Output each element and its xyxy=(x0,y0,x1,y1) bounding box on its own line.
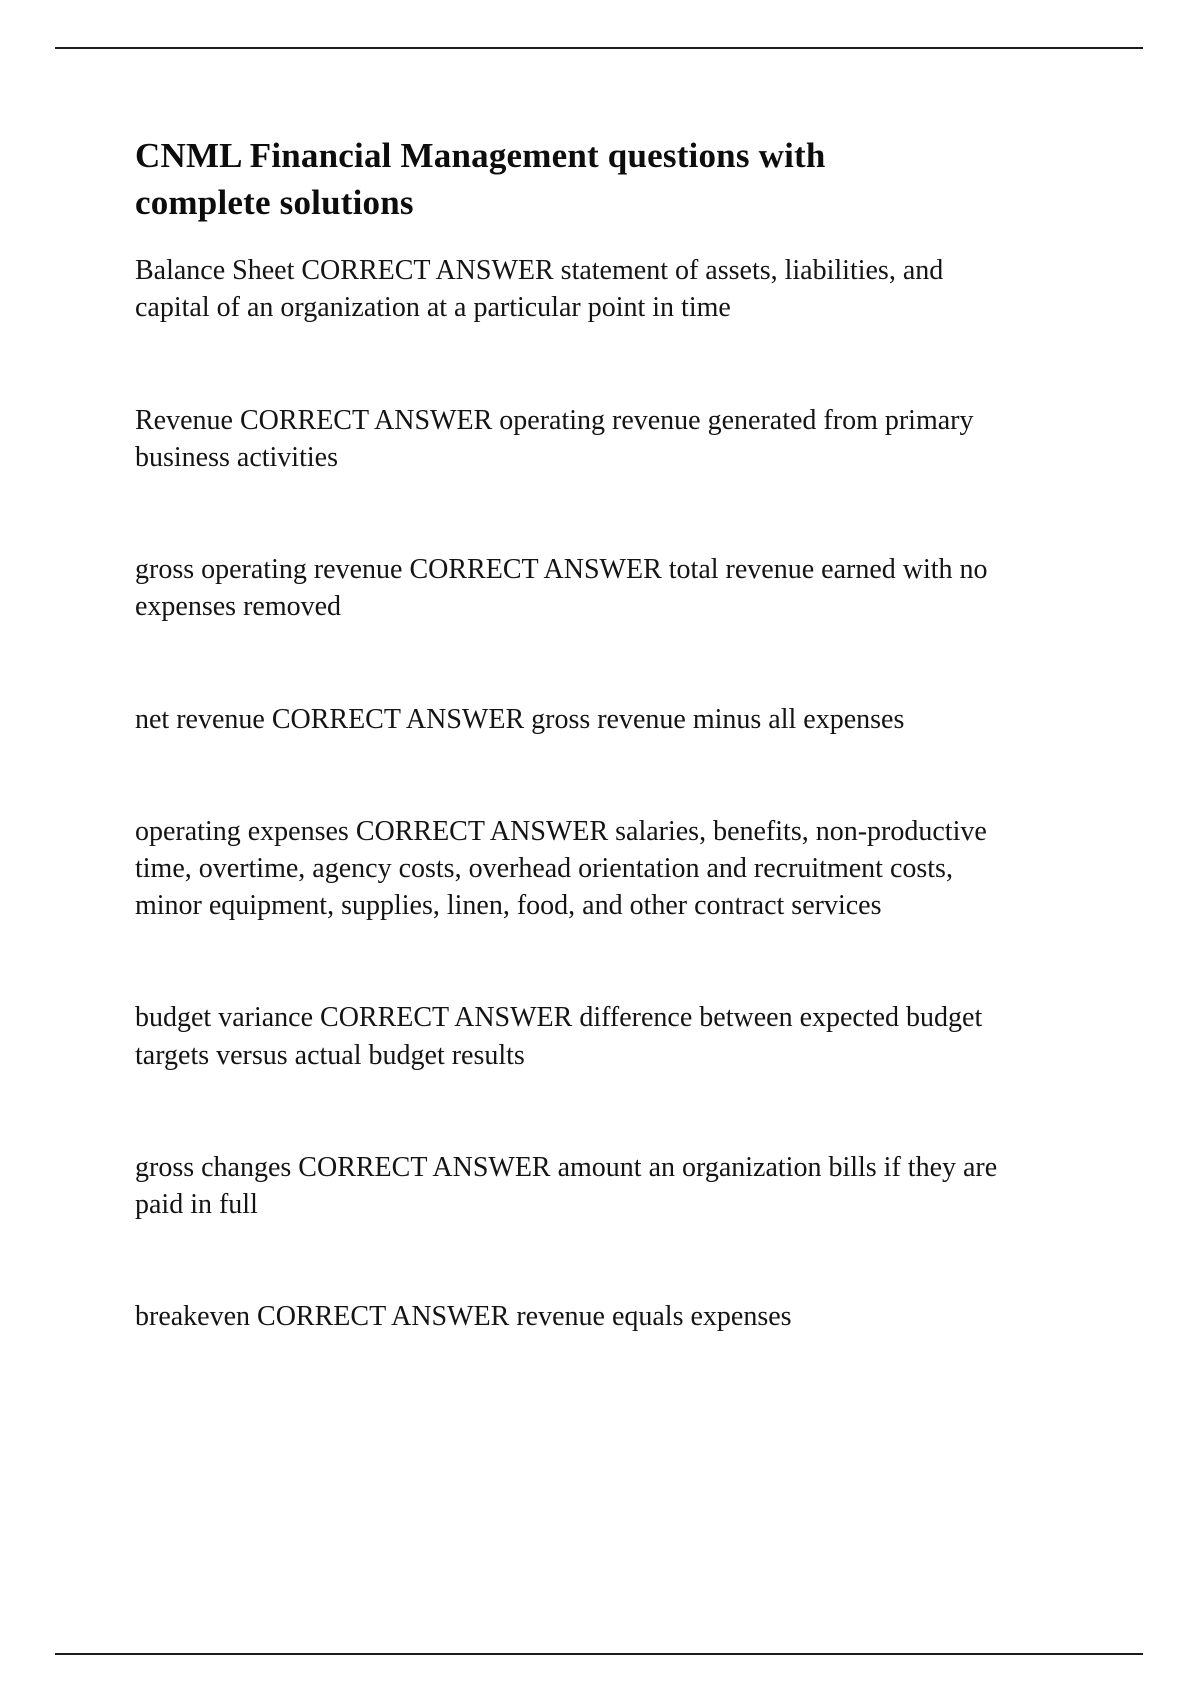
qa-paragraph-operating-expenses: operating expenses CORRECT ANSWER salaries, benefits, non-productive time, overtime, agency costs, overhead orientation and recruitment costs, minor equipment, supplies, linen, food, and other contract services xyxy=(135,815,987,922)
top-divider-rule xyxy=(55,47,1143,49)
qa-paragraph-balance-sheet: Balance Sheet CORRECT ANSWER statement of assets, liabilities, and capital of an organization at a particular point in time xyxy=(135,255,944,324)
qa-paragraph-breakeven: breakeven CORRECT ANSWER revenue equals expenses xyxy=(135,1301,792,1333)
qa-paragraph-gross-operating-revenue: gross operating revenue CORRECT ANSWER total revenue earned with no expenses removed xyxy=(135,554,988,623)
qa-paragraph-budget-variance: budget variance CORRECT ANSWER difference between expected budget targets versus actual budget results xyxy=(135,1002,983,1071)
qa-paragraph-revenue: Revenue CORRECT ANSWER operating revenue generated from primary business activities xyxy=(135,404,974,473)
document-content xyxy=(135,133,1005,1336)
qa-paragraph-gross-changes: gross changes CORRECT ANSWER amount an organization bills if they are paid in full xyxy=(135,1151,998,1221)
page-title: CNML Financial Management questions with complete solutions xyxy=(135,136,826,222)
bottom-divider-rule xyxy=(55,1653,1143,1655)
qa-paragraph-net-revenue: net revenue CORRECT ANSWER gross revenue minus all expenses xyxy=(135,703,905,735)
